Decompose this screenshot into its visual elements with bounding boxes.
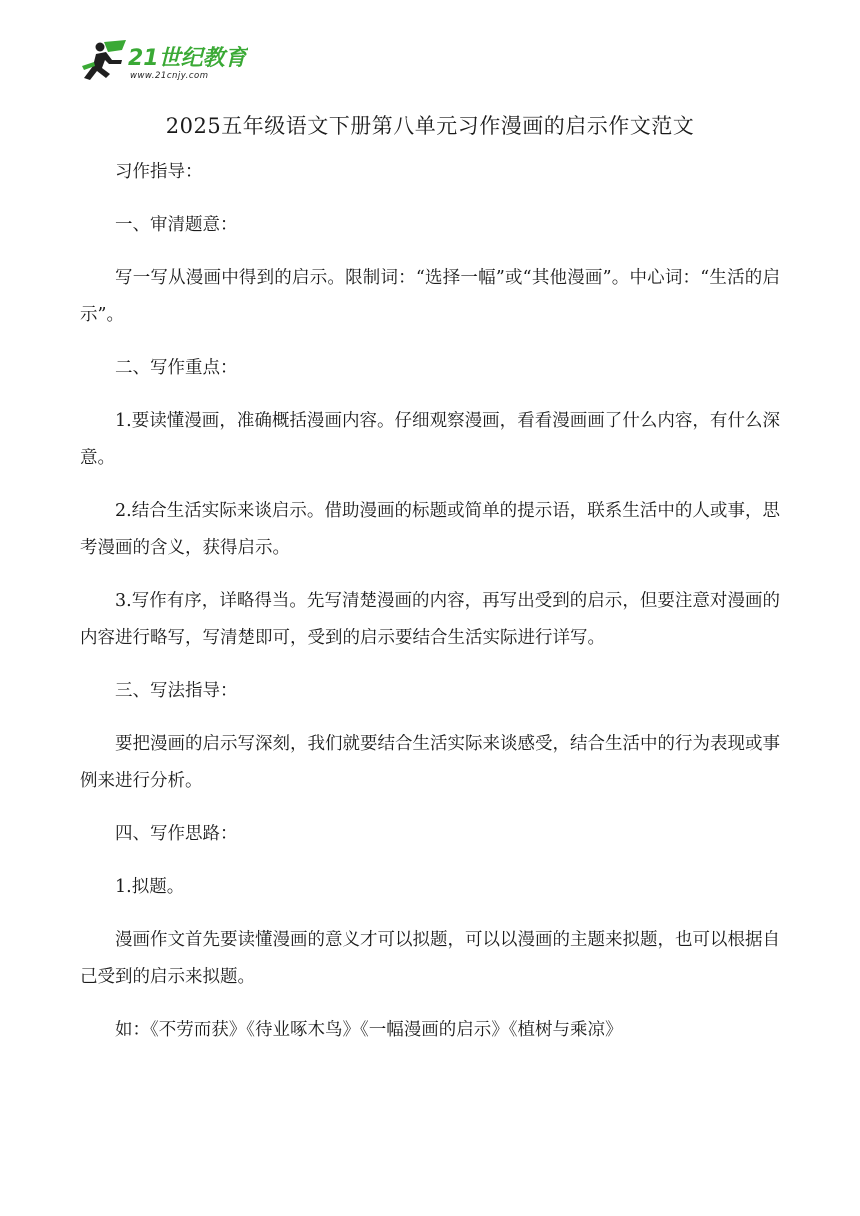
paragraph: 习作指导： (115, 162, 203, 182)
paragraph: 1.要读懂漫画，准确概括漫画内容。仔细观察漫画，看看漫画画了什么内容，有什么深意。 (80, 411, 780, 468)
document-body (80, 110, 780, 1065)
paragraph: 三、写法指导： (115, 681, 238, 701)
paragraph: 如：《不劳而获》《待业啄木鸟》《一幅漫画的启示》《植树与乘凉》 (115, 1020, 623, 1040)
paragraph: 四、写作思路： (115, 824, 238, 844)
running-figure-icon (78, 38, 248, 84)
paragraph: 写一写从漫画中得到的启示。限制词：“选择一幅”或“其他漫画”。中心词：“生活的启示”。 (80, 268, 780, 325)
paragraph: 要把漫画的启示写深刻，我们就要结合生活实际来谈感受，结合生活中的行为表现或事例来进行分析。 (80, 734, 780, 791)
site-logo (78, 38, 248, 84)
logo-brand-text: 21世纪教育 (128, 46, 247, 71)
paragraph: 一、审清题意： (115, 215, 238, 235)
paragraph: 1.拟题。 (115, 877, 185, 897)
paragraph: 2.结合生活实际来谈启示。借助漫画的标题或简单的提示语，联系生活中的人或事，思考漫画的含义，获得启示。 (80, 501, 780, 558)
paragraph: 漫画作文首先要读懂漫画的意义才可以拟题，可以以漫画的主题来拟题，也可以根据自己受到的启示来拟题。 (80, 930, 780, 987)
paragraph: 3.写作有序，详略得当。先写清楚漫画的内容，再写出受到的启示，但要注意对漫画的内容进行略写，写清楚即可，受到的启示要结合生活实际进行详写。 (80, 591, 780, 648)
document-title: 2025五年级语文下册第八单元习作漫画的启示作文范文 (165, 114, 695, 138)
logo-url-text: www.21cnjy.com (130, 71, 209, 81)
paragraph: 二、写作重点： (115, 358, 238, 378)
